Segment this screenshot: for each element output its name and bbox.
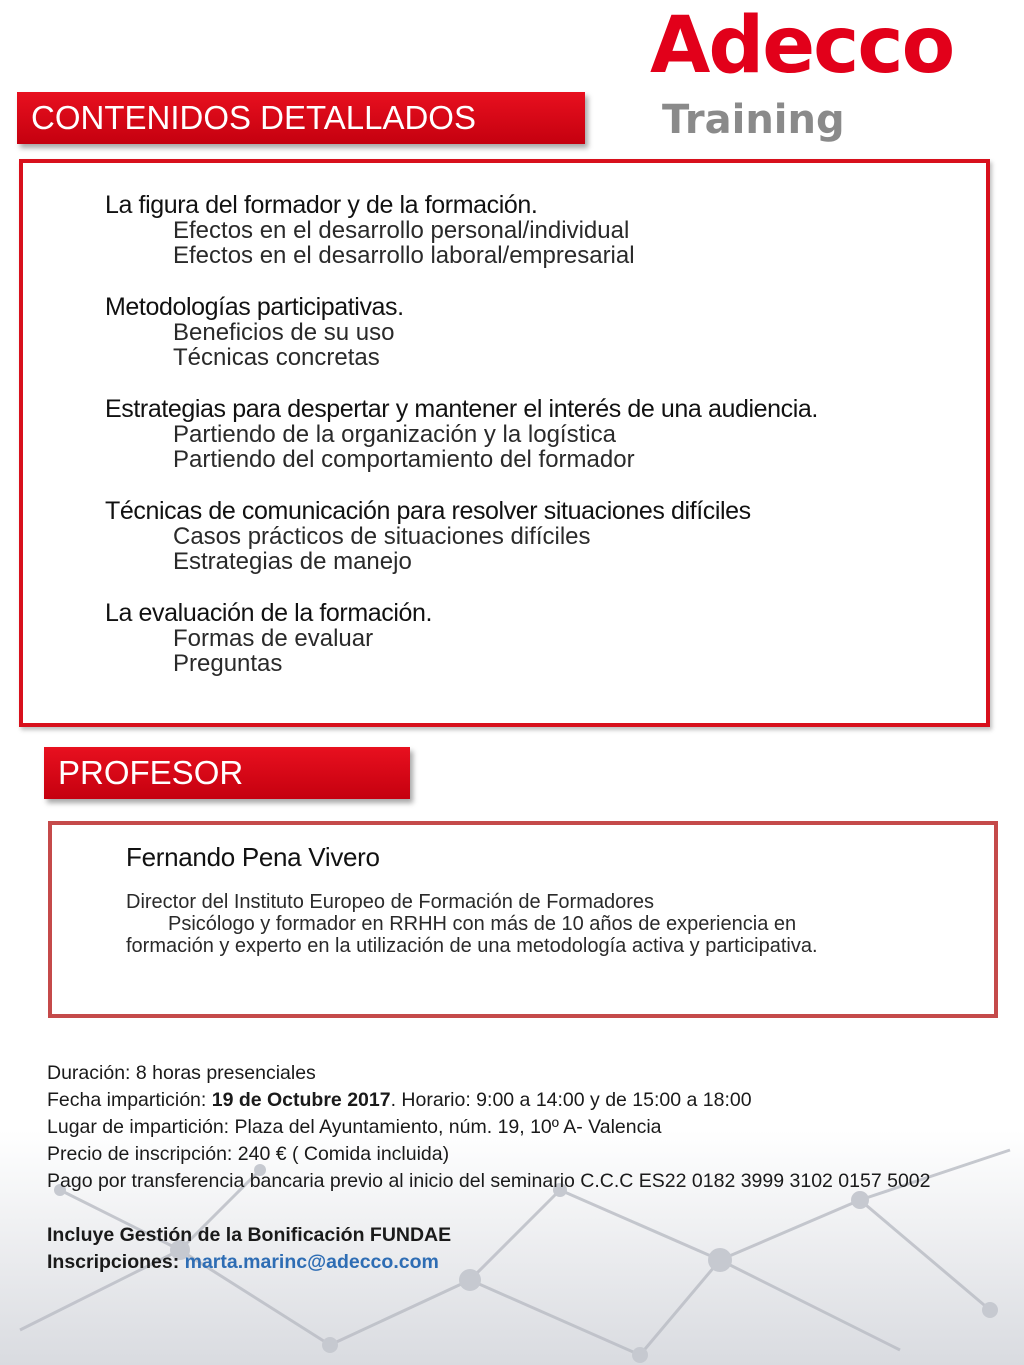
course-info: [47, 1060, 997, 1276]
teacher-box: [48, 821, 998, 1018]
topic-item: Técnicas concretas: [173, 344, 380, 371]
date-line: [47, 1087, 997, 1114]
teacher-desc-line: Psicólogo y formador en RRHH con más de 10 años de experiencia en: [168, 913, 797, 935]
date-value: 19 de Octubre 2017: [211, 1089, 391, 1111]
contents-box: [19, 159, 990, 727]
registration-label: Inscripciones:: [47, 1251, 185, 1273]
logo-brand: Adecco: [650, 1, 954, 91]
topic-item: Beneficios de su uso: [173, 319, 395, 346]
topic-item: Estrategias de manejo: [173, 548, 412, 575]
topic-block: [105, 192, 635, 268]
duration-text: Duración: 8 horas presenciales: [47, 1062, 316, 1084]
teacher-desc-line: Director del Instituto Europeo de Formación de Formadores: [126, 891, 655, 913]
registration-line: [47, 1249, 997, 1276]
teacher-header: PROFESOR: [44, 747, 410, 799]
topic-item: Preguntas: [173, 650, 283, 677]
topic-item: Partiendo de la organización y la logística: [173, 421, 616, 448]
fundae-text: [47, 1222, 997, 1249]
logo-subtitle: Training: [662, 97, 845, 143]
topic-block: [105, 294, 404, 370]
topic-item: Casos prácticos de situaciones difíciles: [173, 523, 591, 550]
topic-item: Efectos en el desarrollo laboral/empresarial: [173, 242, 635, 269]
adecco-training-logo: [650, 0, 1000, 150]
contents-header: CONTENIDOS DETALLADOS: [17, 92, 585, 144]
teacher-name: Fernando Pena Vivero: [126, 842, 380, 872]
topic-item: Partiendo del comportamiento del formador: [173, 446, 635, 473]
topic-block: [105, 498, 751, 574]
date-label: Fecha impartición:: [47, 1089, 212, 1111]
topic-title: Técnicas de comunicación para resolver situaciones difíciles: [105, 497, 751, 525]
teacher-desc-line: formación y experto en la utilización de una metodología activa y participativa.: [126, 935, 818, 957]
place-text: Lugar de impartición: Plaza del Ayuntamiento, núm. 19, 10º A- Valencia: [47, 1116, 662, 1138]
topic-block: [105, 600, 432, 676]
price-text: Precio de inscripción: 240 € ( Comida incluida): [47, 1143, 450, 1165]
fundae-bold: Incluye Gestión de la Bonificación FUNDAE: [47, 1224, 452, 1246]
spacer: [47, 1195, 997, 1222]
schedule-text: . Horario: 9:00 a 14:00 y de 15:00 a 18:00: [390, 1089, 752, 1111]
topic-title: Estrategias para despertar y mantener el interés de una audiencia.: [105, 395, 818, 423]
registration-email-link[interactable]: marta.marinc@adecco.com: [184, 1251, 439, 1273]
topic-item: Efectos en el desarrollo personal/individual: [173, 217, 630, 244]
topic-block: [105, 396, 818, 472]
topic-title: La figura del formador y de la formación.: [105, 191, 538, 219]
topic-title: La evaluación de la formación.: [105, 599, 433, 627]
topic-title: Metodologías participativas.: [105, 293, 404, 321]
teacher-description: [126, 891, 946, 957]
payment-text: Pago por transferencia bancaria previo al inicio del seminario C.C.C ES22 0182 3999 3102 0157 5002: [47, 1170, 931, 1192]
topic-item: Formas de evaluar: [173, 625, 374, 652]
